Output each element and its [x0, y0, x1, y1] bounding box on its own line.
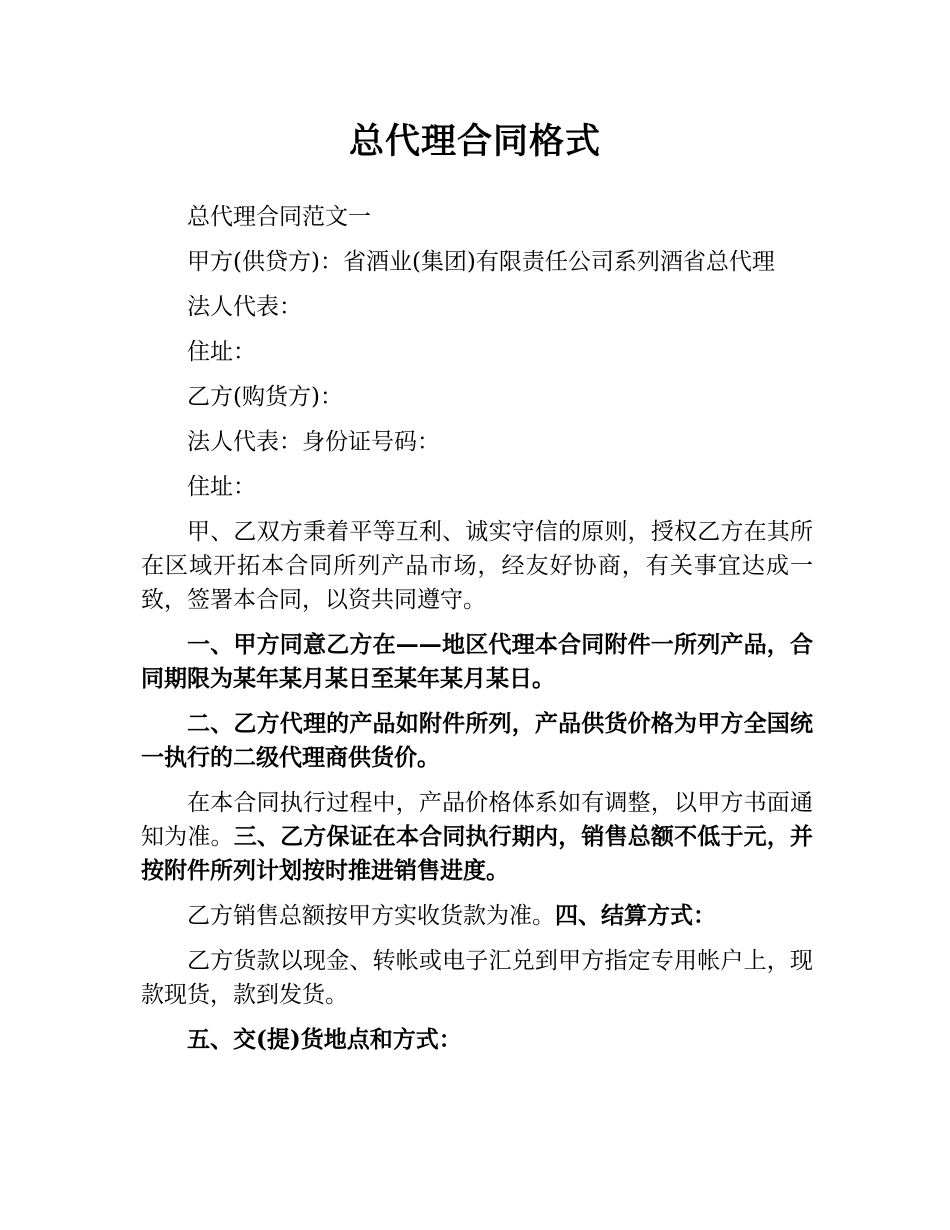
paragraph-preamble: 甲、乙双方秉着平等互利、诚实守信的原则，授权乙方在其所在区域开拓本合同所列产品市场，经友好协商，有关事宜达成一致，签署本合同，以资共同遵守。	[141, 519, 813, 613]
paragraph-payment: 乙方货款以现金、转帐或电子汇兑到甲方指定专用帐户上，现款现货，款到发货。	[141, 948, 813, 1008]
clause-4-heading: 四、结算方式：	[555, 902, 716, 929]
paragraph-party-b: 乙方(购货方)：	[187, 384, 343, 410]
paragraph-sample-heading: 总代理合同范文一	[187, 204, 371, 230]
paragraph-party-b-address: 住址：	[187, 474, 256, 500]
sales-total-text: 乙方销售总额按甲方实收货款为准。	[187, 903, 555, 929]
clause-3-text: 三、乙方保证在本合同执行期内，销售总额不低于元，并按附件所列计划按时推进销售进度。	[141, 823, 814, 884]
paragraph-price-adjustment	[141, 786, 813, 888]
paragraph-party-a: 甲方(供贷方)：省酒业(集团)有限责任公司系列酒省总代理	[187, 249, 775, 275]
paragraph-party-a-address: 住址：	[187, 339, 256, 365]
paragraph-clause-2: 二、乙方代理的产品如附件所列，产品供货价格为甲方全国统一执行的二级代理商供货价。	[141, 710, 813, 771]
document-body	[141, 200, 813, 1068]
document-title: 总代理合同格式	[348, 122, 601, 162]
paragraph-party-b-legal-rep: 法人代表：身份证号码：	[187, 429, 440, 455]
price-adjustment-text: 在本合同执行过程中，产品价格体系如有调整，以甲方书面通知为准。	[141, 790, 813, 850]
paragraph-clause-5-heading: 五、交(提)货地点和方式：	[187, 1026, 462, 1053]
paragraph-party-a-legal-rep: 法人代表：	[187, 294, 302, 320]
paragraph-clause-1: 一、甲方同意乙方在——地区代理本合同附件一所列产品，合同期限为某年某月某日至某年某月某日。	[141, 631, 813, 692]
paragraph-sales-total	[141, 899, 813, 933]
